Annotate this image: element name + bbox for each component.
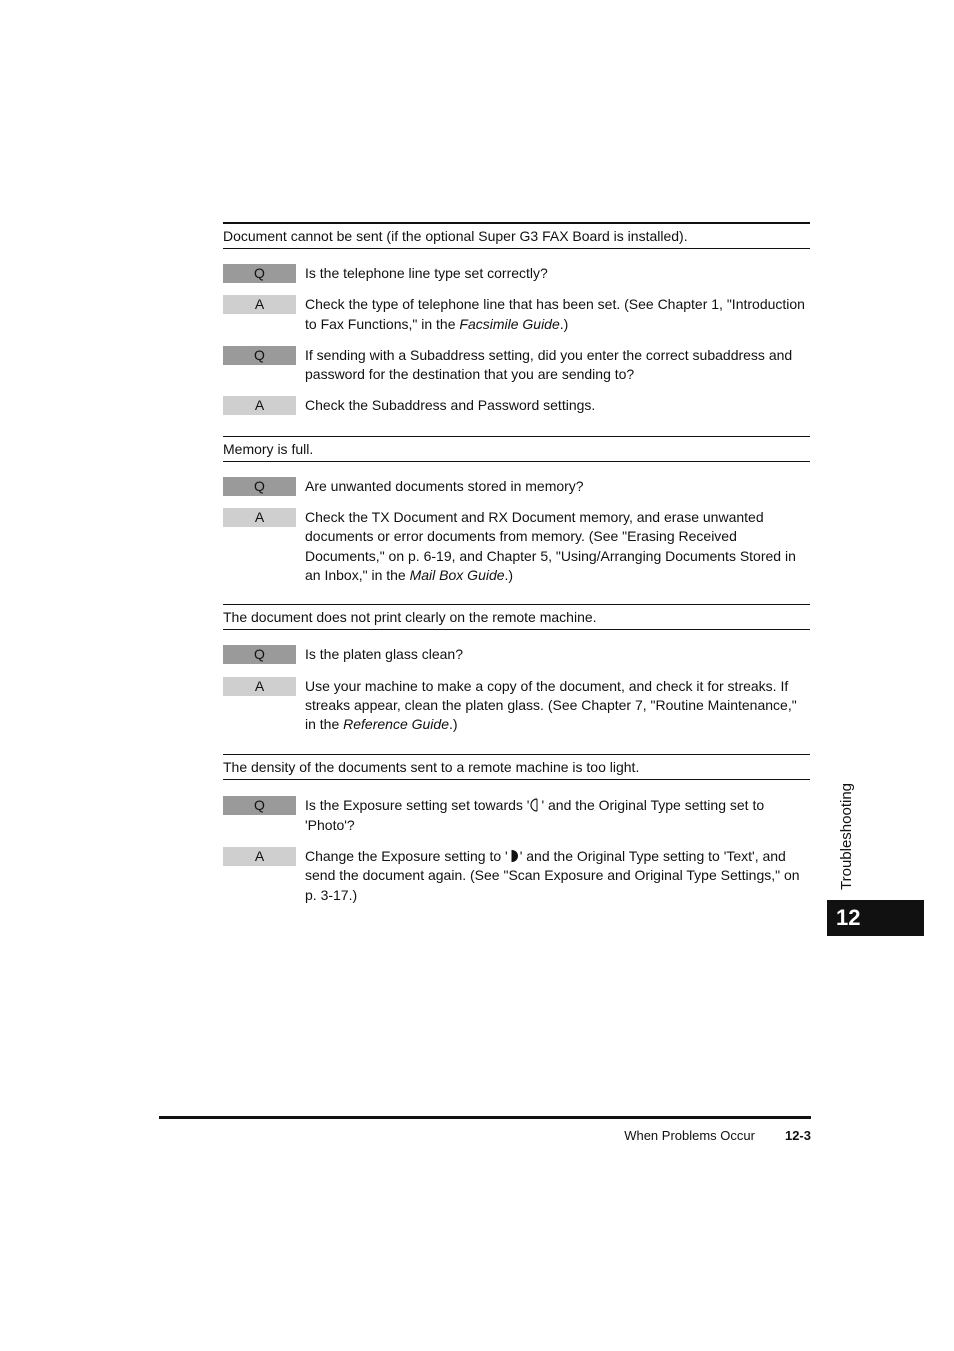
section: [223, 436, 810, 585]
answer-post: ' and the Original Type setting to 'Text', and send the document again. (See "Scan Exposure and Original Type Settings," on p. 3-17.): [305, 848, 800, 903]
section: [223, 222, 810, 416]
question-text: Is the telephone line type set correctly?: [305, 265, 548, 281]
qa-item: [223, 477, 810, 496]
answer-tail: .): [504, 566, 514, 583]
question-post: ' and the Original Type setting set to 'Photo'?: [305, 797, 765, 833]
question-tag: Q: [223, 477, 296, 496]
qa-item: [223, 508, 810, 585]
section-title: The document does not print clearly on the remote machine.: [223, 604, 810, 630]
chapter-tab: 12: [827, 900, 924, 936]
answer-tag: A: [223, 295, 296, 314]
guide-reference: Facsimile Guide: [459, 315, 560, 332]
question-pre: Is the Exposure setting set towards ': [305, 797, 530, 814]
guide-reference: Reference Guide: [343, 716, 449, 733]
qa-item: [223, 677, 810, 735]
qa-item: [223, 264, 810, 283]
answer-pre: Change the Exposure setting to ': [305, 848, 508, 865]
qa-item: [223, 346, 810, 385]
answer-body: Check the type of telephone line that has been set. (See Chapter 1, "Introduction to Fax Functions," in the: [305, 296, 805, 332]
answer-tag: A: [223, 847, 296, 866]
side-label-text: Troubleshooting: [838, 782, 855, 890]
question-tag: Q: [223, 796, 296, 815]
page-footer: [159, 1128, 811, 1143]
qa-item: [223, 645, 810, 664]
footer-title: When Problems Occur: [624, 1128, 755, 1143]
question-tag: Q: [223, 346, 296, 365]
question-tag: Q: [223, 264, 296, 283]
qa-item: [223, 847, 810, 905]
question-text: If sending with a Subaddress setting, did you enter the correct subaddress and password for the destination that you are sending to?: [305, 346, 793, 383]
page-number: 12-3: [784, 1128, 811, 1143]
answer-tail: .): [448, 716, 458, 733]
answer-text: [305, 508, 810, 585]
footer-rule: [159, 1116, 811, 1119]
section-title: Memory is full.: [223, 436, 810, 462]
exposure-dark-icon: [508, 849, 520, 863]
qa-item: [223, 396, 810, 415]
exposure-light-icon: [529, 798, 541, 812]
answer-text: [305, 677, 810, 735]
guide-reference: Mail Box Guide: [409, 566, 505, 583]
qa-item: [223, 295, 810, 334]
troubleshooting-content: [223, 222, 810, 905]
answer-body: Use your machine to make a copy of the document, and check it for streaks. If streaks appear, clean the platen glass. (See Chapter 7, "Routine Maintenance," in the: [305, 677, 797, 733]
answer-text: Check the Subaddress and Password settings.: [305, 397, 596, 414]
section-title: The density of the documents sent to a remote machine is too light.: [223, 754, 810, 780]
answer-tag: A: [223, 677, 296, 696]
question-tag: Q: [223, 645, 296, 664]
answer-tail: .): [559, 315, 569, 332]
answer-tag: A: [223, 396, 296, 415]
section: [223, 754, 810, 904]
question-text: Is the platen glass clean?: [305, 646, 463, 663]
qa-item: [223, 796, 810, 835]
answer-text: [305, 847, 810, 905]
section: [223, 604, 810, 734]
question-text: [305, 796, 810, 835]
answer-body: Check the TX Document and RX Document memory, and erase unwanted documents or error documents from memory. (See "Erasing Received Documents," on p. 6-19, and Chapter 5, "Using/Arranging Documents Stored in an Inbox," in the: [305, 509, 796, 583]
answer-text: [305, 295, 810, 334]
answer-tag: A: [223, 508, 296, 527]
question-text: Are unwanted documents stored in memory?: [305, 477, 584, 494]
section-title: Document cannot be sent (if the optional Super G3 FAX Board is installed).: [223, 222, 810, 249]
